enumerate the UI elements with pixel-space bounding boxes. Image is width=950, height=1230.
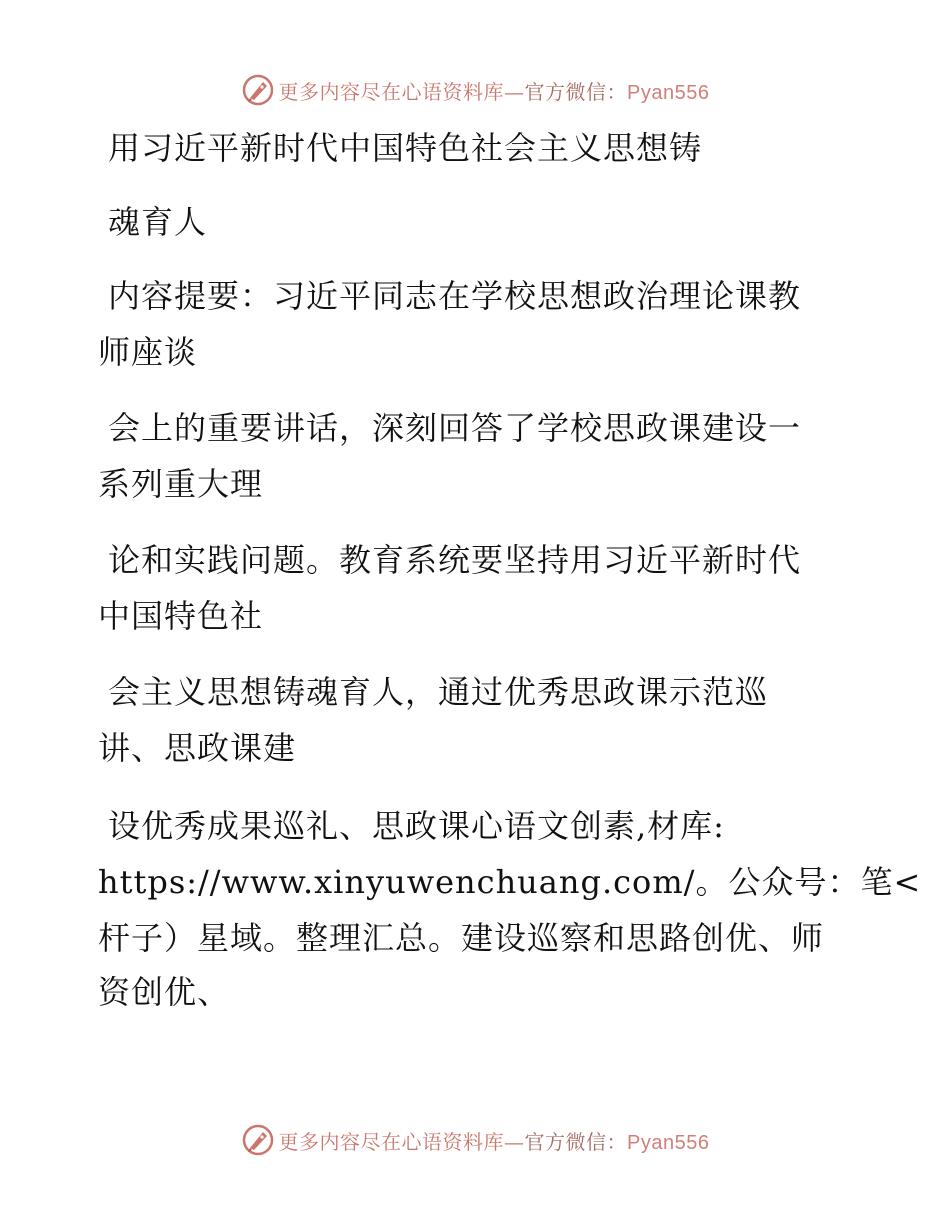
text-line: 会上的重要讲话，深刻回答了学校思政课建设一 (108, 409, 802, 447)
text-line: 内容提要：习近平同志在学校思想政治理论课教 (108, 277, 802, 315)
watermark-account: Pyan556 (627, 81, 710, 104)
watermark-separator: — (504, 1129, 525, 1154)
pen-nib-logo-icon (241, 73, 275, 107)
watermark-main-text: 更多内容尽在心语资料库 (278, 1129, 505, 1154)
text-line: 系列重大理 (98, 465, 264, 503)
header-watermark (0, 70, 950, 110)
text-line: 设优秀成果巡礼、思政课心语文创素,材库: (108, 807, 725, 845)
text-line: 师座谈 (98, 333, 198, 371)
text-line: 杆子）星域。整理汇总。建设巡察和思路创优、师 (98, 919, 825, 957)
pen-nib-logo-icon (241, 1123, 275, 1157)
text-line-url: https://www.xinyuwenchuang.com/。公众号：笔< (98, 863, 922, 901)
watermark-text (279, 76, 710, 105)
footer-watermark (0, 1120, 950, 1160)
text-line: 论和实践问题。教育系统要坚持用习近平新时代 (108, 541, 802, 579)
text-line: 魂育人 (108, 203, 208, 241)
text-line: 讲、思政课建 (98, 729, 297, 767)
text-line: 资创优、 (98, 973, 231, 1011)
watermark-main-text: 更多内容尽在心语资料库 (278, 79, 505, 104)
text-line: 会主义思想铸魂育人，通过优秀思政课示范巡 (108, 673, 769, 711)
text-line: 用习近平新时代中国特色社会主义思想铸 (108, 129, 703, 167)
watermark-wechat-label: 官方微信： (524, 1129, 628, 1154)
watermark-separator: — (504, 79, 525, 104)
text-line: 中国特色社 (98, 597, 264, 635)
watermark-account: Pyan556 (627, 1131, 710, 1154)
watermark-wechat-label: 官方微信： (524, 79, 628, 104)
watermark-text (279, 1126, 710, 1155)
